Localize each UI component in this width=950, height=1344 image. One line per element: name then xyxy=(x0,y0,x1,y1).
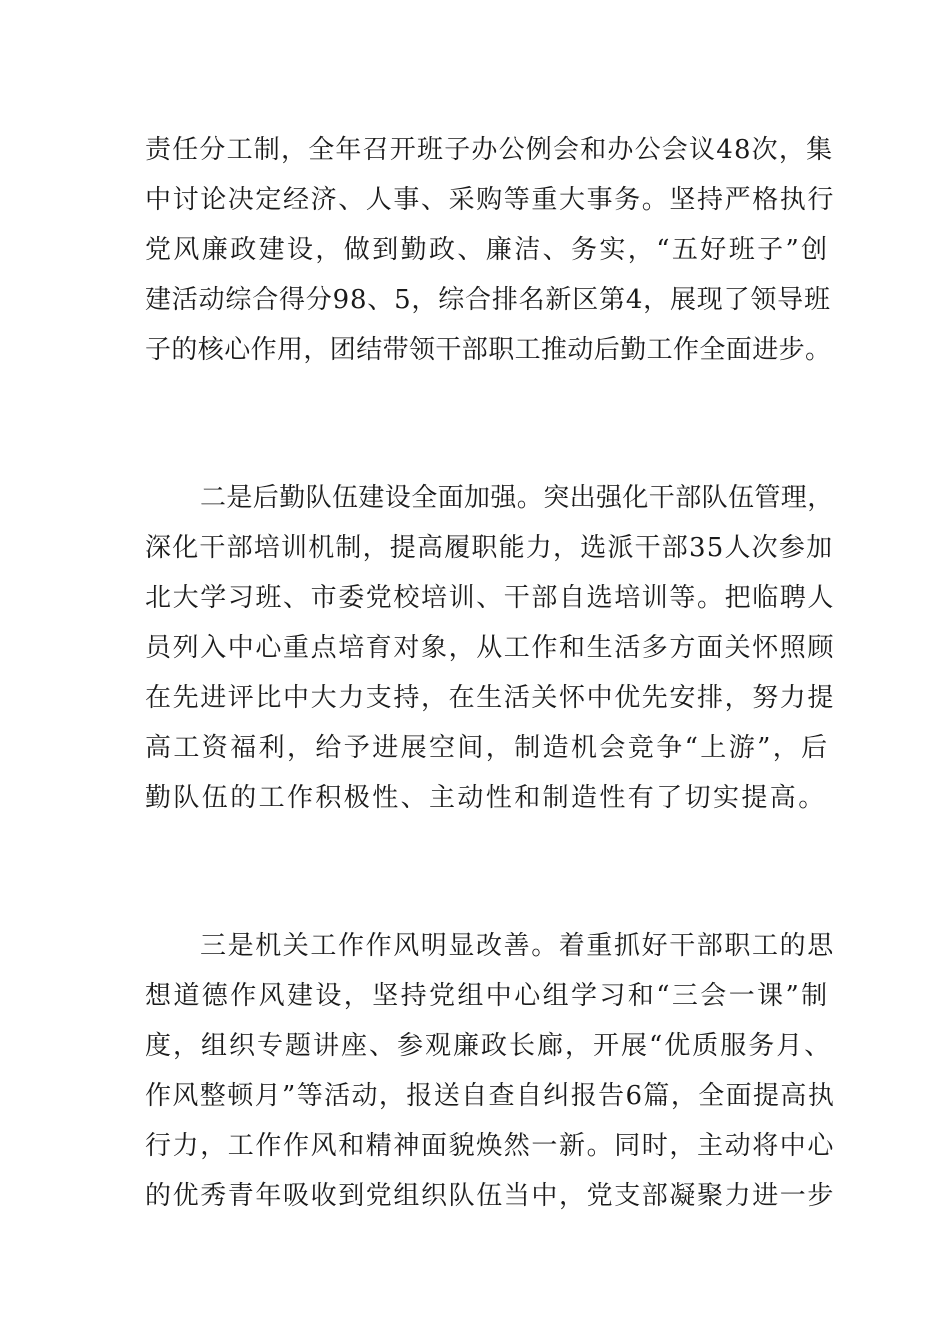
text-line: 高工资福利，给予进展空间，制造机会竞争“上游”，后 xyxy=(145,733,830,763)
text-line: 责任分工制，全年召开班子办公例会和办公会议48次，集 xyxy=(145,135,834,165)
text-line: 度，组织专题讲座、参观廉政长廊，开展“优质服务月、 xyxy=(145,1031,833,1061)
text-line: 的优秀青年吸收到党组织队伍当中，党支部凝聚力进一步 xyxy=(145,1181,836,1211)
text-line: 北大学习班、市委党校培训、干部自选培训等。把临聘人 xyxy=(145,583,836,613)
text-line: 在先进评比中大力支持，在生活关怀中优先安排，努力提 xyxy=(145,683,836,713)
text-line: 子的核心作用，团结带领干部职工推动后勤工作全面进步。 xyxy=(145,335,832,365)
text-line: 勤队伍的工作积极性、主动性和制造性有了切实提高。 xyxy=(145,783,827,813)
text-line: 行力，工作作风和精神面貌焕然一新。同时，主动将中心 xyxy=(145,1131,836,1161)
text-line: 深化干部培训机制，提高履职能力，选派干部35人次参加 xyxy=(145,533,834,563)
text-line: 中讨论决定经济、人事、采购等重大事务。坚持严格执行 xyxy=(145,185,836,215)
text-line: 员列入中心重点培育对象，从工作和生活多方面关怀照顾 xyxy=(145,633,836,663)
text-line: 作风整顿月”等活动，报送自查自纠报告6篇，全面提高执 xyxy=(145,1081,836,1111)
text-line: 二是后勤队伍建设全面加强。突出强化干部队伍管理， xyxy=(200,483,834,513)
text-line: 三是机关工作作风明显改善。着重抓好干部职工的思 xyxy=(200,931,835,961)
text-line: 党风廉政建设，做到勤政、廉洁、务实，“五好班子”创 xyxy=(145,235,830,265)
text-line: 想道德作风建设，坚持党组中心组学习和“三会一课”制 xyxy=(145,981,830,1011)
text-line: 建活动综合得分98、5，综合排名新区第4，展现了领导班 xyxy=(145,285,831,315)
